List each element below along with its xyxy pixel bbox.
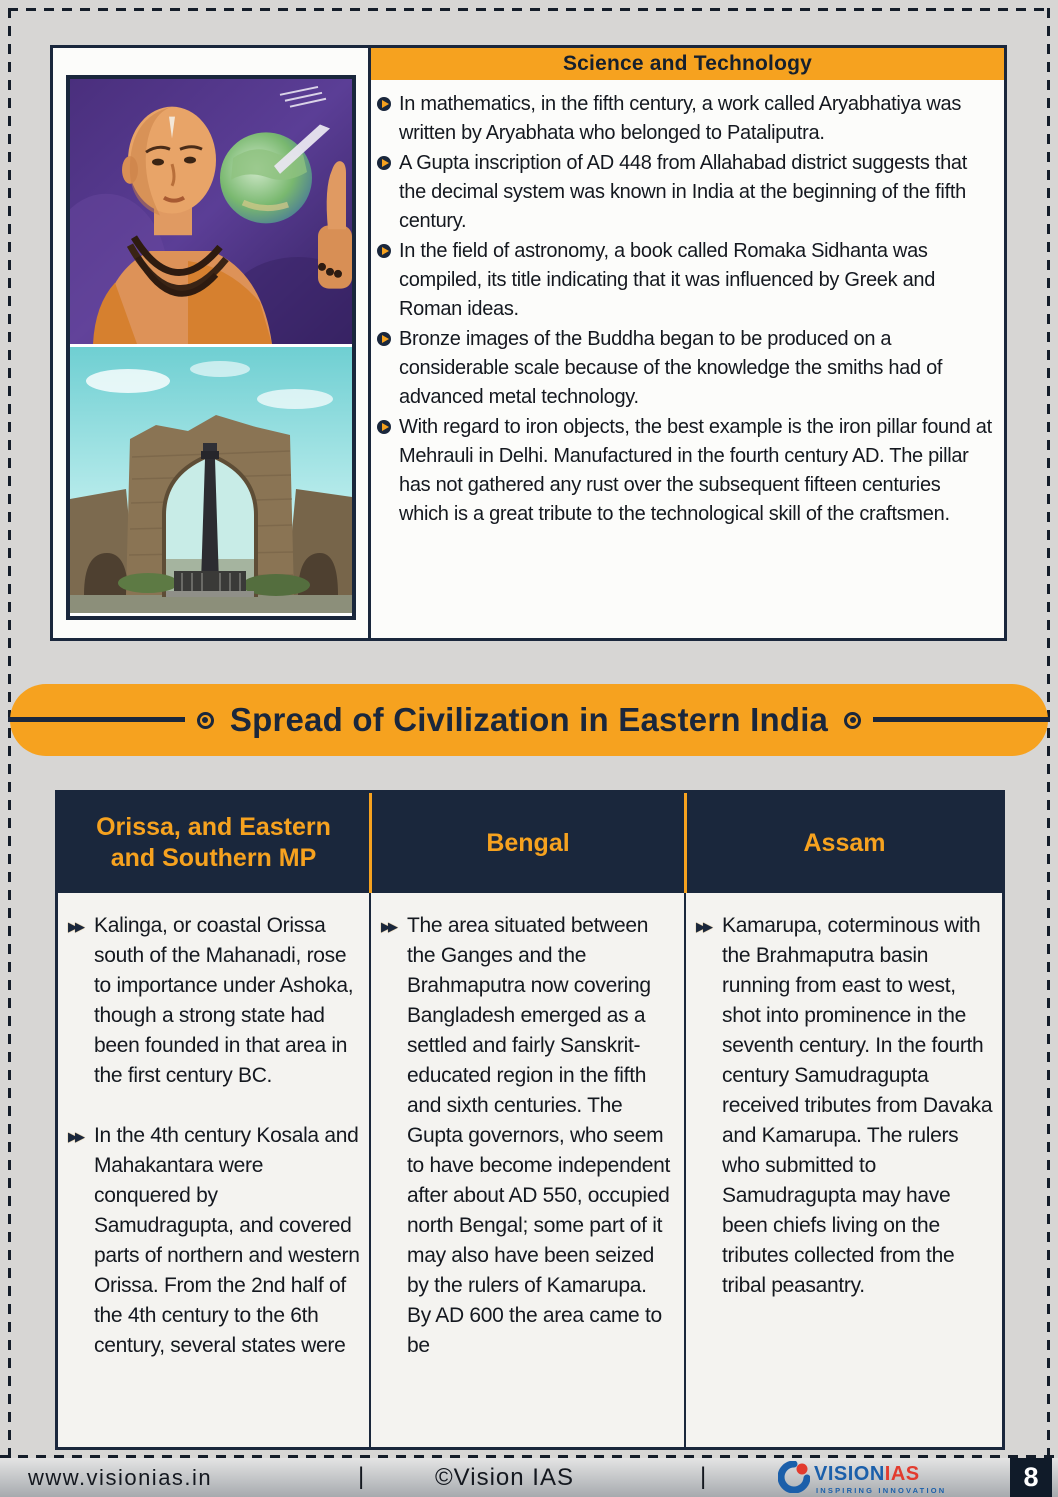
double-arrow-bullet-icon: ▶▶ (696, 919, 710, 934)
double-arrow-bullet-icon: ▶▶ (381, 919, 395, 934)
science-bullet-text: A Gupta inscription of AD 448 from Allahabad district suggests that the decimal system was known in India at the beginning of the fifth century. (399, 152, 968, 232)
visionias-logo-text (814, 1464, 946, 1495)
iron-pillar-photo (70, 347, 352, 613)
science-bullet-text: Bronze images of the Buddha began to be produced on a considerable scale because of the knowledge the smiths had of advanced metal technology. (399, 328, 943, 408)
play-bullet-icon (377, 244, 391, 258)
play-bullet-icon (377, 420, 391, 434)
science-bullet-text: In the field of astronomy, a book called Romaka Sidhanta was compiled, its title indicating that it was influenced by Greek and Roman ideas. (399, 240, 936, 320)
logo-tagline: INSPIRING INNOVATION (816, 1486, 947, 1495)
section-title: Spread of Civilization in Eastern India (229, 701, 829, 738)
table-column-orissa (58, 793, 369, 1447)
table-bullet-text: Kalinga, or coastal Orissa south of the Mahanadi, rose to importance under Ashoka, though a strong state had been founded in that area in the first century BC. (94, 914, 354, 1087)
table-column-assam (684, 793, 1002, 1447)
science-and-technology-panel (50, 45, 1007, 641)
science-bullet (377, 413, 992, 529)
science-text-column (371, 48, 1004, 638)
page-number-badge: 8 (1010, 1458, 1052, 1497)
visionias-logo (778, 1461, 946, 1495)
science-bullet (377, 149, 992, 236)
logo-brand: VISION (814, 1463, 885, 1485)
footer-separator: | (358, 1463, 365, 1490)
science-bullet (377, 325, 992, 412)
target-icon (197, 712, 214, 729)
page-border-top (8, 8, 1050, 11)
logo-brand-accent: IAS (884, 1463, 920, 1485)
aryabhata-illustration (70, 79, 352, 347)
table-bullet-text: In the 4th century Kosala and Mahakantara were conquered by Samudragupta, and covered parts of northern and western Orissa. From the 2nd half of the 4th century to the 6th century, several states were (94, 1124, 360, 1357)
table-bullet (696, 911, 994, 1301)
double-arrow-bullet-icon: ▶▶ (68, 919, 82, 934)
footer-separator: | (700, 1463, 707, 1490)
science-bullet (377, 237, 992, 324)
table-bullet (68, 911, 361, 1091)
target-icon (844, 712, 861, 729)
column-header: Assam (684, 793, 1002, 893)
page-footer (0, 1458, 1058, 1497)
column-body (684, 893, 1002, 1447)
image-column (53, 48, 371, 638)
table-column-bengal (369, 793, 684, 1447)
science-bullet (377, 90, 992, 148)
science-bullet-text: In mathematics, in the fifth century, a work called Aryabhatiya was written by Aryabhata who belonged to Pataliputra. (399, 93, 962, 144)
copyright-text: ©Vision IAS (435, 1464, 574, 1491)
table-bullet-text: The area situated between the Ganges and the Brahmaputra now covering Bangladesh emerged as a settled and fairly Sanskrit-educated region in the fifth and sixth centuries. The Gupta governors, who seem to have become independent after about AD 550, occupied north Bengal; some part of it may also have been seized by the rulers of Kamarupa. By AD 600 the area came to be (407, 914, 671, 1357)
double-arrow-bullet-icon: ▶▶ (68, 1129, 82, 1144)
section-banner (10, 684, 1048, 756)
science-bullet-text: With regard to iron objects, the best example is the iron pillar found at Mehrauli in Delhi. Manufactured in the fourth century AD. The pillar has not gathered any rust over the subsequent fifteen centuries which is a great tribute to the technological skill of the craftsmen. (399, 416, 992, 525)
website-link[interactable]: www.visionias.in (28, 1465, 213, 1490)
banner-content (10, 684, 1048, 756)
column-body (58, 893, 369, 1447)
table-bullet (381, 911, 676, 1361)
civilization-table (55, 790, 1005, 1450)
table-bullet-text: Kamarupa, coterminous with the Brahmaputra basin running from east to west, shot into prominence in the seventh century. In the fourth century Samudragupta received tributes from Davaka and Kamarupa. The rulers who submitted to Samudragupta may have been chiefs living on the tributes collected from the tribal peasantry. (722, 914, 993, 1297)
image-frame (66, 75, 356, 620)
science-bullet-list (371, 80, 1004, 530)
play-bullet-icon (377, 156, 391, 170)
science-and-technology-header: Science and Technology (371, 48, 1004, 80)
column-body (369, 893, 684, 1447)
table-bullet (68, 1121, 361, 1361)
visionias-logo-icon (778, 1461, 810, 1493)
column-header: Bengal (369, 793, 684, 893)
play-bullet-icon (377, 332, 391, 346)
column-header: Orissa, and Eastern and Southern MP (58, 793, 369, 893)
play-bullet-icon (377, 97, 391, 111)
